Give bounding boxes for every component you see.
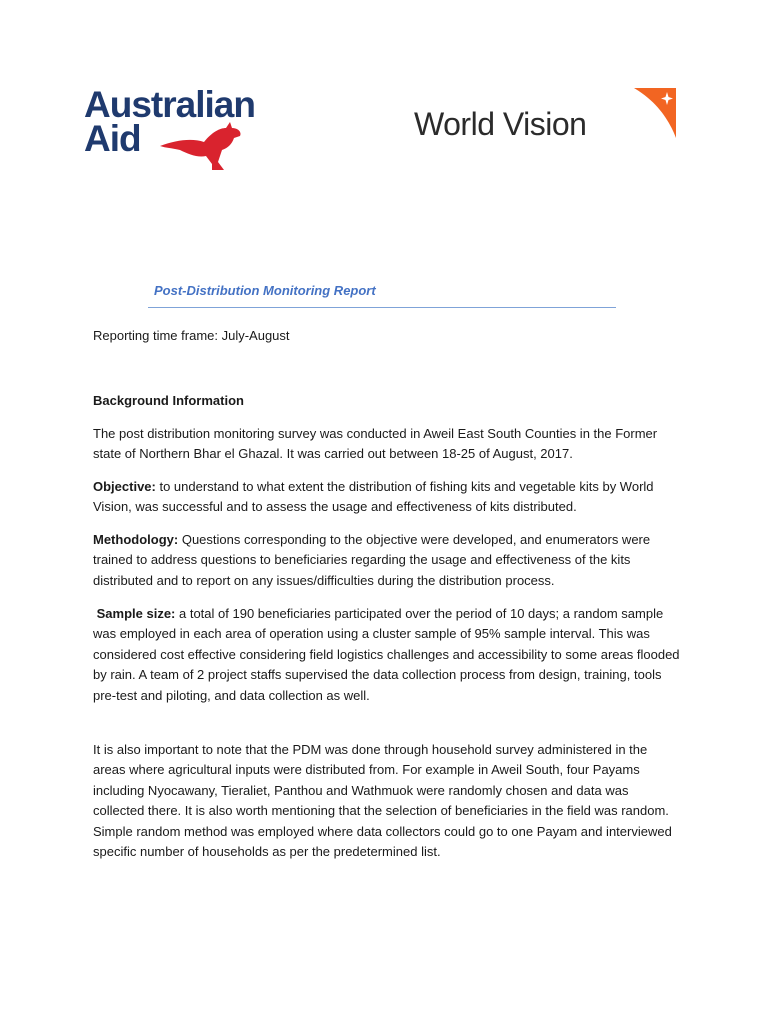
background-heading: Background Information: [93, 393, 244, 408]
title-underline: [148, 307, 616, 308]
sample-size-text: a total of 190 beneficiaries participated over the period of 10 days; a random sample was employed in each area of operation using a cluster sample of 95% sample interval. This was considered cost effective considering field logistics challenges and accessibility to some areas flooded by rain. A team of 2 project staffs supervised the data collection process from design, training, tools pre-test and piloting, and data collection as well.: [93, 606, 680, 703]
objective-label: Objective:: [93, 479, 156, 494]
methodology-label: Methodology:: [93, 532, 179, 547]
sample-size-paragraph: [93, 604, 683, 706]
methodology-text: Questions corresponding to the objective were developed, and enumerators were trained to address questions to beneficiaries regarding the usage and effectiveness of the kits distributed and to report on any issues/difficulties during the distribution process.: [93, 532, 651, 588]
objective-text: to understand to what extent the distribution of fishing kits and vegetable kits by World Vision, was successful and to assess the usage and effectiveness of kits distributed.: [93, 479, 654, 515]
methodology-paragraph: [93, 530, 683, 591]
australian-aid-logo-line1: Australian: [84, 84, 255, 125]
world-vision-star-icon: [634, 86, 676, 138]
australian-aid-logo: [84, 84, 284, 176]
world-vision-logo-text: World Vision: [414, 106, 587, 142]
world-vision-logo: [414, 86, 676, 142]
australian-aid-logo-line2: Aid: [84, 118, 141, 159]
reporting-time-frame: Reporting time frame: July-August: [93, 328, 290, 343]
objective-paragraph: [93, 477, 683, 518]
background-paragraph: The post distribution monitoring survey was conducted in Aweil East South Counties in the Former state of Northern Bhar el Ghazal. It was carried out between 18-25 of August, 2017.: [93, 426, 658, 462]
pdm-note-paragraph: It is also important to note that the PDM was done through household survey administered in the areas where agricultural inputs were distributed from. For example in Aweil South, four Payams including Nyocawany, Tieraliet, Panthou and Wathmuok were randomly chosen and data was collected there. It is also worth mentioning that the selection of beneficiaries in the field was random. Simple random method was employed where data collectors could go to one Payam and interviewed specific number of households as per the predetermined list.: [93, 742, 672, 860]
report-title: Post-Distribution Monitoring Report: [154, 283, 376, 298]
sample-size-label: Sample size:: [96, 606, 176, 621]
kangaroo-icon: [158, 118, 250, 172]
